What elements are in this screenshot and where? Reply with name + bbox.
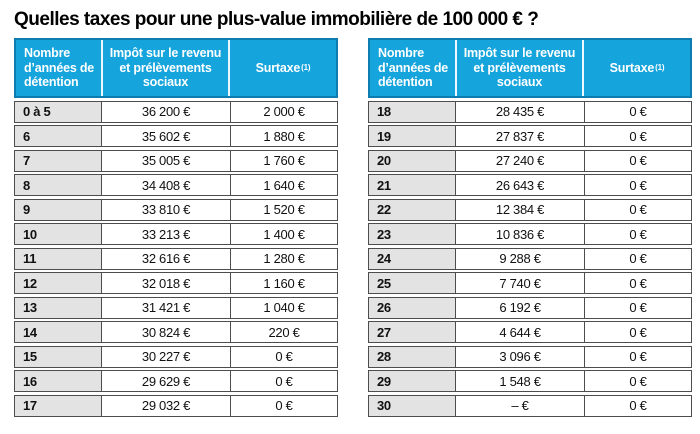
table-row [368,297,692,319]
cell-years: 11 [15,249,102,269]
table-row [368,395,692,417]
cell-surtax: 0 € [629,349,647,364]
cell-years: 8 [15,175,102,195]
cell-tax: 1 548 € [456,371,585,391]
cell-surtax: 1 280 € [263,251,305,266]
cell-years: 12 [15,273,102,293]
table-header [368,38,692,98]
cell-tax: 35 005 € [102,151,231,171]
cell-surtax: 0 € [629,226,647,242]
cell-years: 17 [15,396,102,416]
cell-years: 21 [369,175,456,195]
header-years: Nombre d’années de détention [370,40,457,96]
table-row [368,223,692,245]
cell-tax: – € [456,396,585,416]
header-income-tax: Impôt sur le revenu et prélèvements sociaux [103,40,230,96]
cell-years: 20 [369,151,456,171]
table-row [14,125,338,147]
cell-years: 26 [369,298,456,318]
cell-surtax: 0 € [275,398,293,413]
tables-container [14,38,700,417]
table-row [14,395,338,417]
cell-tax: 30 227 € [102,347,231,367]
cell-years: 7 [15,151,102,171]
cell-tax: 26 643 € [456,175,585,195]
cell-years: 19 [369,126,456,146]
cell-surtax: 1 400 € [263,226,305,242]
cell-surtax: 0 € [629,300,647,315]
cell-surtax: 1 160 € [263,275,305,291]
cell-tax: 30 824 € [102,322,231,342]
cell-years: 9 [15,200,102,220]
table-header [14,38,338,98]
cell-surtax: 220 € [268,324,300,340]
header-surtax: Surtaxe (1) [255,60,311,75]
cell-tax: 28 435 € [456,102,585,122]
cell-tax: 29 629 € [102,371,231,391]
cell-tax: 33 213 € [102,224,231,244]
cell-years: 15 [15,347,102,367]
cell-surtax: 0 € [629,153,647,168]
header-income-tax: Impôt sur le revenu et prélèvements sociaux [457,40,584,96]
table-body [14,101,338,417]
table-row [14,321,338,343]
cell-surtax: 1 520 € [263,202,305,217]
cell-surtax: 1 040 € [263,300,305,315]
cell-surtax: 0 € [629,275,647,291]
cell-years: 24 [369,249,456,269]
cell-tax: 3 096 € [456,347,585,367]
table-row [14,346,338,368]
cell-tax: 7 740 € [456,273,585,293]
header-surtax: Surtaxe (1) [609,60,665,75]
cell-tax: 27 240 € [456,151,585,171]
table-row [14,272,338,294]
table-row [14,174,338,196]
table-row [368,199,692,221]
cell-surtax: 0 € [629,104,647,119]
cell-surtax: 2 000 € [263,104,305,119]
cell-surtax: 1 880 € [263,128,305,144]
cell-surtax: 0 € [629,202,647,217]
table-row [14,248,338,270]
cell-tax: 29 032 € [102,396,231,416]
table-row [14,101,338,123]
cell-tax: 32 616 € [102,249,231,269]
cell-years: 30 [369,396,456,416]
cell-years: 27 [369,322,456,342]
table-row [368,150,692,172]
cell-tax: 32 018 € [102,273,231,293]
header-surtax-label: Surtaxe [609,60,655,75]
table-row [368,370,692,392]
cell-surtax: 0 € [629,373,647,389]
table-row [14,223,338,245]
table-row [14,150,338,172]
cell-years: 29 [369,371,456,391]
table-row [14,370,338,392]
tax-table-years-0-17 [14,38,338,417]
cell-surtax: 0 € [629,177,647,193]
cell-surtax: 1 760 € [263,153,305,168]
cell-years: 14 [15,322,102,342]
cell-surtax: 0 € [275,349,293,364]
table-row [368,101,692,123]
cell-tax: 6 192 € [456,298,585,318]
cell-tax: 31 421 € [102,298,231,318]
cell-tax: 33 810 € [102,200,231,220]
table-row [368,321,692,343]
cell-surtax: 0 € [275,373,293,389]
cell-surtax: 0 € [629,324,647,340]
cell-surtax: 0 € [629,398,647,413]
cell-years: 0 à 5 [15,102,102,122]
table-row [14,199,338,221]
cell-surtax: 1 640 € [263,177,305,193]
cell-surtax: 0 € [629,251,647,266]
page-title: Quelles taxes pour une plus-value immobilière de 100 000 € ? [14,9,539,30]
tax-table-years-18-30 [368,38,692,417]
cell-tax: 36 200 € [102,102,231,122]
cell-tax: 10 836 € [456,224,585,244]
cell-years: 16 [15,371,102,391]
table-row [368,248,692,270]
cell-years: 6 [15,126,102,146]
cell-years: 23 [369,224,456,244]
cell-years: 18 [369,102,456,122]
cell-surtax: 0 € [629,128,647,144]
cell-years: 10 [15,224,102,244]
header-surtax-label: Surtaxe [255,60,301,75]
cell-tax: 34 408 € [102,175,231,195]
table-body [368,101,692,417]
cell-tax: 4 644 € [456,322,585,342]
cell-tax: 12 384 € [456,200,585,220]
cell-years: 28 [369,347,456,367]
cell-tax: 9 288 € [456,249,585,269]
table-row [14,297,338,319]
cell-years: 25 [369,273,456,293]
cell-tax: 27 837 € [456,126,585,146]
table-row [368,174,692,196]
header-years: Nombre d’années de détention [16,40,103,96]
table-row [368,346,692,368]
table-row [368,125,692,147]
cell-tax: 35 602 € [102,126,231,146]
cell-years: 13 [15,298,102,318]
table-row [368,272,692,294]
cell-years: 22 [369,200,456,220]
